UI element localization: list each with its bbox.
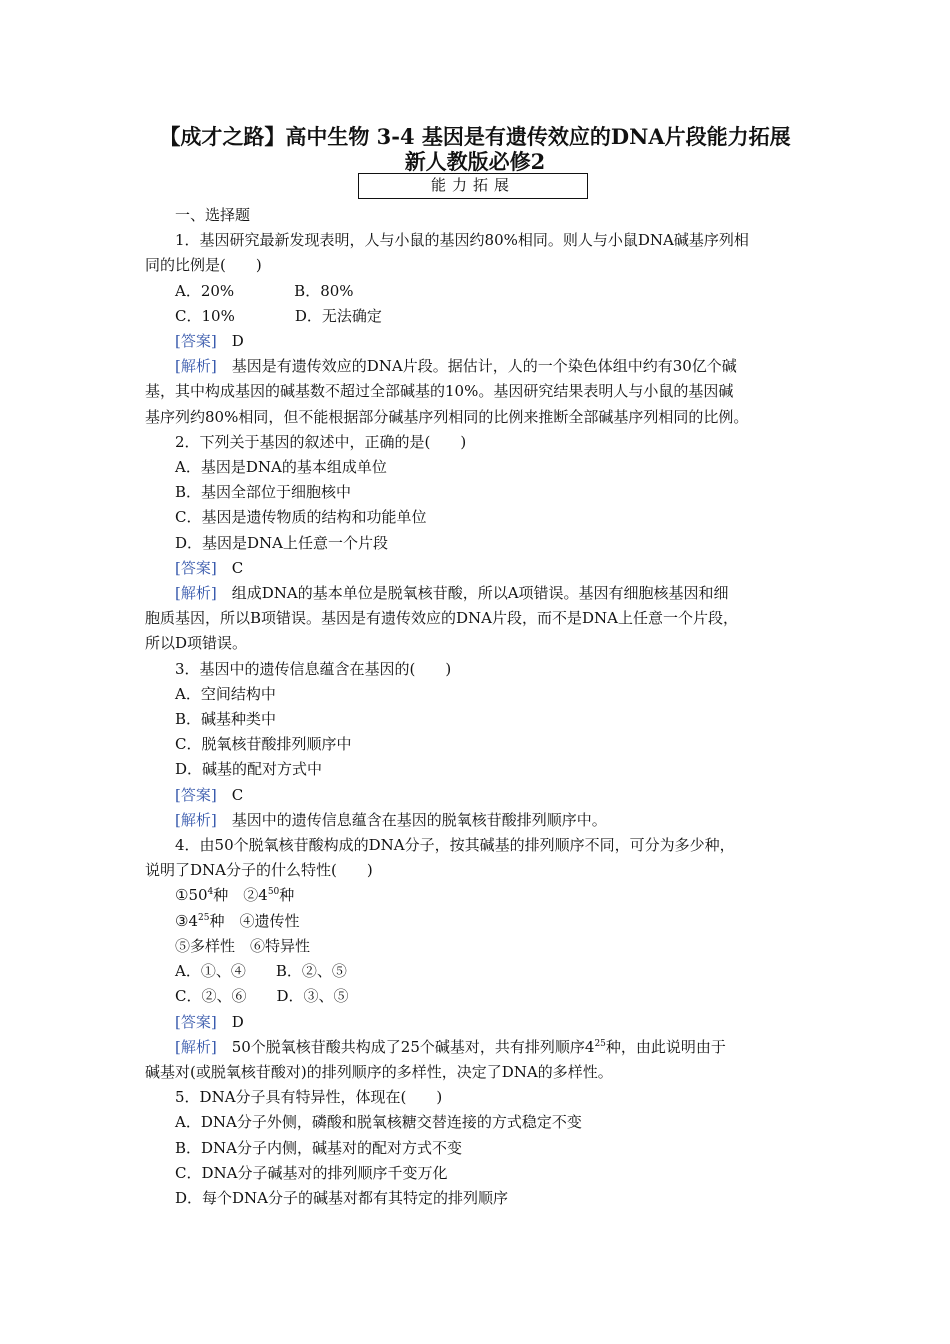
q3-analysis <box>145 808 807 833</box>
q5-option-b: B．DNA分子内侧，碱基对的配对方式不变 <box>175 1138 463 1157</box>
q2-analysis-cont: 胞质基因，所以B项错误。基因是有遗传效应的DNA片段，而不是DNA上任意一个片段， <box>145 609 738 628</box>
exponent: 25 <box>594 1038 606 1049</box>
q3-option-c: C．脱氧核苷酸排列顺序中 <box>175 735 352 754</box>
q3-answer <box>145 783 807 808</box>
document-body <box>145 203 807 1211</box>
analysis-tag: [解析] <box>175 1037 217 1056</box>
exponent: 4 <box>207 887 214 898</box>
q4-options-cd: C．②、⑥ D．③、⑤ <box>175 987 349 1006</box>
document-title-line1: 【成才之路】高中生物 3-4 基因是有遗传效应的DNA片段能力拓展 <box>159 124 791 149</box>
analysis-text: 种，由此说明由于 <box>605 1037 726 1056</box>
q4-analysis <box>145 1035 807 1060</box>
exponent: 25 <box>198 912 210 923</box>
section-box-label: 能力拓展 <box>358 173 588 199</box>
q2-option-a: A．基因是DNA的基本组成单位 <box>175 458 387 477</box>
q4-answer <box>145 1010 807 1035</box>
analysis-text: 基因中的遗传信息蕴含在基因的脱氧核苷酸排列顺序中。 <box>216 810 607 829</box>
q3-option-d: D．碱基的配对方式中 <box>175 760 323 779</box>
item-text: ①50 <box>175 886 208 905</box>
q5-option-d: D．每个DNA分子的碱基对都有其特定的排列顺序 <box>175 1188 509 1207</box>
exponent: 50 <box>267 887 280 898</box>
analysis-tag: [解析] <box>175 584 217 603</box>
q4-options-ab: A．①、④ B．②、⑤ <box>175 962 347 981</box>
answer-value: D <box>216 1012 244 1031</box>
analysis-text: 基因是有遗传效应的DNA片段。据估计，人的一个染色体组中约有30亿个碱 <box>216 357 737 376</box>
q4-analysis-cont: 碱基对(或脱氧核苷酸对)的排列顺序的多样性，决定了DNA的多样性。 <box>145 1062 613 1081</box>
q3-option-b: B．碱基种类中 <box>175 710 277 729</box>
answer-tag: [答案] <box>175 332 217 351</box>
q5-stem: 5．DNA分子具有特异性，体现在( ) <box>175 1088 443 1107</box>
analysis-tag: [解析] <box>175 357 217 376</box>
q4-items-56: ⑤多样性 ⑥特异性 <box>175 936 311 955</box>
q3-option-a: A．空间结构中 <box>175 684 276 703</box>
analysis-text: 50个脱氧核苷酸共构成了25个碱基对，共有排列顺序4 <box>216 1037 595 1056</box>
q1-answer <box>145 329 807 354</box>
q3-stem: 3．基因中的遗传信息蕴含在基因的( ) <box>175 659 452 678</box>
item-text: 种 <box>279 886 295 905</box>
answer-value: C <box>216 558 244 577</box>
answer-tag: [答案] <box>175 558 217 577</box>
q1-options-ab: A．20% B．80% <box>175 281 354 300</box>
analysis-tag: [解析] <box>175 810 217 829</box>
q2-analysis <box>145 581 807 606</box>
q5-option-a: A．DNA分子外侧，磷酸和脱氧核糖交替连接的方式稳定不变 <box>175 1113 582 1132</box>
q2-stem: 2．下列关于基因的叙述中，正确的是( ) <box>175 432 467 451</box>
q2-option-d: D．基因是DNA上任意一个片段 <box>175 533 389 552</box>
section-heading: 一、选择题 <box>175 206 251 224</box>
answer-value: C <box>216 785 244 804</box>
q1-stem: 1．基因研究最新发现表明，人与小鼠的基因约80%相同。则人与小鼠DNA碱基序列相 <box>175 231 749 250</box>
q1-stem-cont: 同的比例是( ) <box>145 256 262 275</box>
q1-analysis-cont: 基，其中构成基因的碱基数不超过全部碱基的10%。基因研究结果表明人与小鼠的基因碱 <box>145 382 734 401</box>
q4-stem-cont: 说明了DNA分子的什么特性( ) <box>145 861 373 880</box>
item-text: ③4 <box>175 911 198 930</box>
q4-items-12 <box>145 883 807 908</box>
q2-analysis-cont2: 所以D项错误。 <box>145 634 248 653</box>
q1-analysis-cont2: 基序列约80%相同，但不能根据部分碱基序列相同的比例来推断全部碱基序列相同的比例。 <box>145 407 749 426</box>
q2-option-b: B．基因全部位于细胞核中 <box>175 483 352 502</box>
q4-items-34 <box>145 909 807 934</box>
q1-analysis <box>145 354 807 379</box>
answer-tag: [答案] <box>175 1012 217 1031</box>
item-text: 种 ②4 <box>213 886 268 905</box>
q2-option-c: C．基因是遗传物质的结构和功能单位 <box>175 508 427 527</box>
q5-option-c: C．DNA分子碱基对的排列顺序千变万化 <box>175 1163 448 1182</box>
answer-value: D <box>216 332 244 351</box>
answer-tag: [答案] <box>175 785 217 804</box>
q4-stem: 4．由50个脱氧核苷酸构成的DNA分子，按其碱基的排列顺序不同，可分为多少种， <box>175 836 735 855</box>
q1-options-cd: C．10% D．无法确定 <box>175 306 382 325</box>
analysis-text: 组成DNA的基本单位是脱氧核苷酸，所以A项错误。基因有细胞核基因和细 <box>216 584 729 603</box>
item-text: 种 ④遗传性 <box>209 911 300 930</box>
document-title-line2: 新人教版必修2 <box>404 149 546 174</box>
q2-answer <box>145 556 807 581</box>
